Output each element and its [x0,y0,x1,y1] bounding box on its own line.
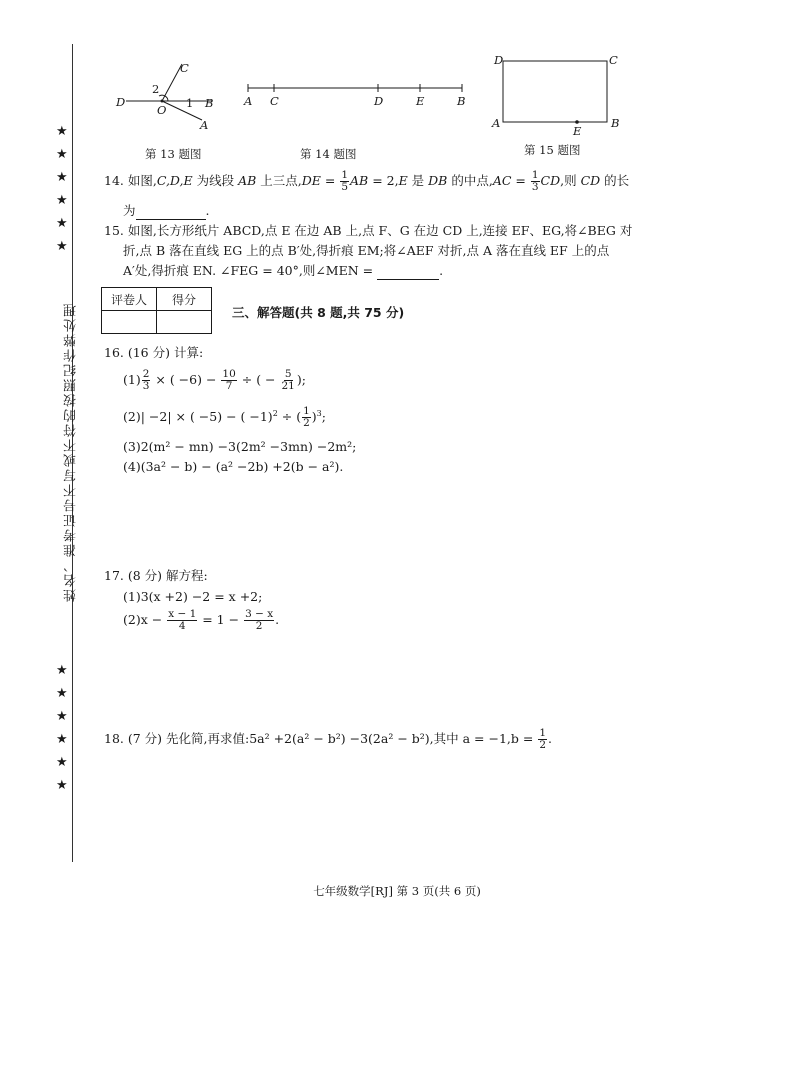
question-16-item-4: (4)(3a² − b) − (a² −2b) +2(b − a²). [123,459,344,474]
score-header: 得分 [157,288,212,311]
fig13-label-c: C [180,61,189,75]
star-icon: ★ [56,709,68,724]
question-17-title: 17. (8 分) 解方程: [104,568,208,583]
answer-blank-15[interactable] [377,263,439,280]
star-icon: ★ [56,193,68,208]
fig14-label-a: A [244,94,253,108]
question-17-item-2: (2)x − $\frac{x - 1}{4}$ = 1 − $\frac{3 - x}{2}$ . [123,608,280,632]
grader-cell[interactable] [102,311,157,334]
star-icon: ★ [56,732,68,747]
fig14-label-d: D [374,94,384,108]
fig14-caption: 第 14 题图 [300,147,357,161]
star-icon: ★ [56,124,68,139]
question-16-item-3: (3)2(m² − mn) −3(2m² −3mn) −2m²; [123,439,357,454]
question-15-line2: 折,点 B 落在直线 EG 上的点 B′处,得折痕 EM;将∠AEF 对折,点 A 落在直线 EF 上的点 [123,243,610,258]
figure-15-rectangle [495,55,615,130]
grader-header: 评卷人 [102,288,157,311]
fig13-label-1: 1 [186,96,194,110]
fig13-caption: 第 13 题图 [145,147,202,161]
fig14-label-b: B [457,94,466,108]
question-16-title: 16. (16 分) 计算: [104,345,204,360]
score-table [101,287,212,334]
question-17-item-1: (1)3(x +2) −2 = x +2; [123,589,263,604]
fig15-label-c: C [609,53,618,67]
question-14-line1: 14. 如图,C,D,E 为线段 AB 上三点,DE = $\frac{1}{5}$ AB = 2,E 是 DB 的中点,AC = $\frac{1}{3}$ CD,则 CD 的长 [104,169,630,193]
fig15-label-d: D [494,53,504,67]
fig15-caption: 第 15 题图 [524,143,581,157]
fig13-label-d: D [116,95,126,109]
fig13-label-2: 2 [152,82,160,96]
fig13-label-a: A [200,118,209,132]
question-16-item-2: (2)| −2| × ( −5) − ( −1)$^2$ ÷ ( $\frac{1}{2}$ )$^3$; [123,405,326,430]
question-15-line3: A′处,得折痕 EN. ∠FEG = 40°,则∠MEN = . [123,263,444,278]
fig13-label-b: B [205,96,214,110]
question-14-line2: 为 . [123,203,210,218]
answer-blank-14[interactable] [136,203,206,220]
star-icon: ★ [56,239,68,254]
star-icon: ★ [56,686,68,701]
fig15-label-b: B [611,116,620,130]
question-18: 18. (7 分) 先化简,再求值:5a² +2(a² − b²) −3(2a² − b²),其中 a = −1,b = $\frac{1}{2}$ . [104,727,552,751]
fig15-label-a: A [492,116,501,130]
star-icon: ★ [56,755,68,770]
question-16-item-1: (1) $\frac{2}{3}$ × ( −6) − $\frac{10}{7}$ ÷ ( − $\frac{5}{21}$ ); [123,368,306,392]
fraction-one-third: $\frac{1}{3}$ [531,169,539,193]
fig15-label-e: E [573,124,582,138]
page-footer: 七年级数学[RJ] 第 3 页(共 6 页) [313,884,481,898]
star-icon: ★ [56,147,68,162]
star-icon: ★ [56,778,68,793]
star-icon: ★ [56,216,68,231]
question-15-line1: 15. 如图,长方形纸片 ABCD,点 E 在边 AB 上,点 F、G 在边 CD 上,连接 EF、EG,将∠BEG 对 [104,223,633,238]
fig14-label-c: C [270,94,279,108]
star-icon: ★ [56,663,68,678]
star-icon: ★ [56,170,68,185]
fraction-one-fifth: $\frac{1}{5}$ [341,169,348,193]
score-cell[interactable] [157,311,212,334]
binding-notice: 姓名、准考证号不写或不符的按照纪作弊处理 [64,302,79,602]
section-3-heading: 三、解答题(共 8 题,共 75 分) [232,305,405,320]
fig13-label-o: O [157,103,167,117]
fig14-label-e: E [416,94,425,108]
